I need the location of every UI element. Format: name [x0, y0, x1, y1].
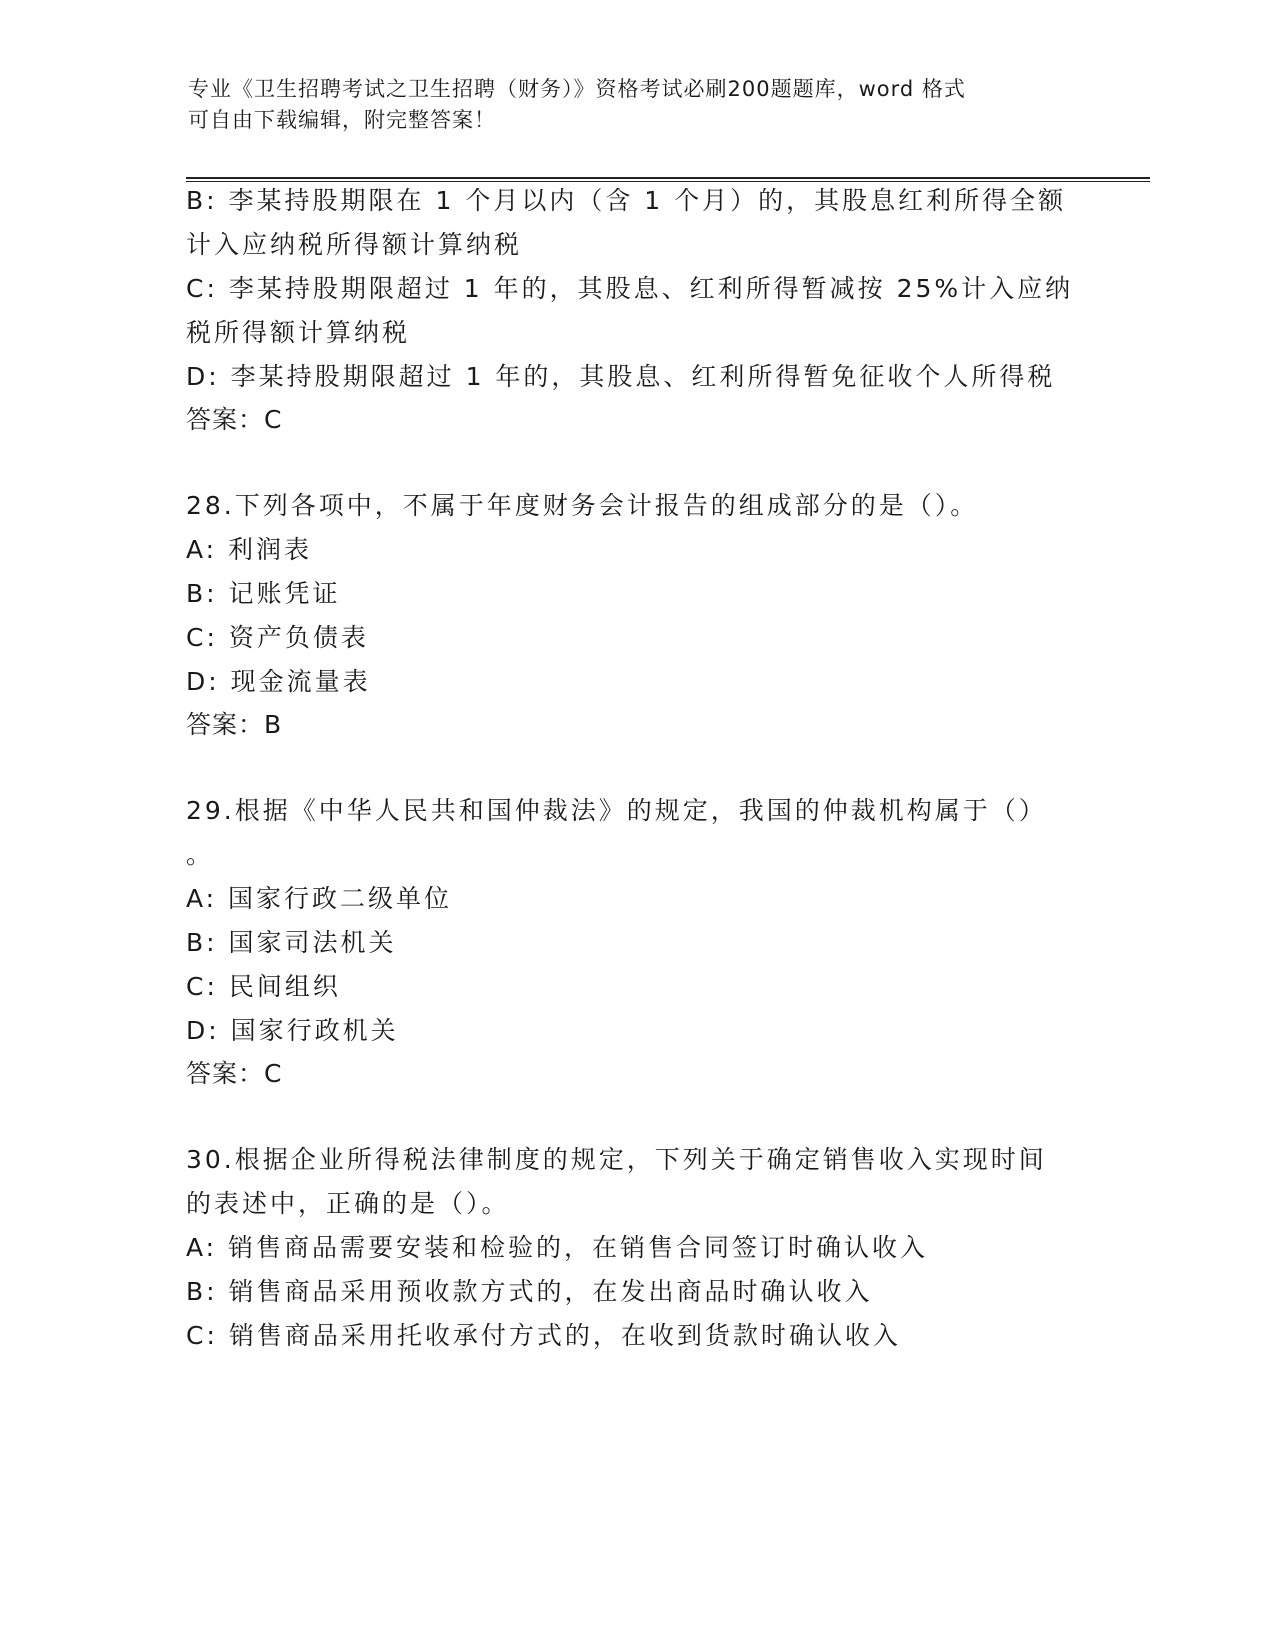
prev-answer: 答案：C — [186, 405, 283, 434]
header-line-1: 专业《卫生招聘考试之卫生招聘（财务）》资格考试必刷200题题库，word 格式 — [188, 77, 966, 101]
q30-option-b: B: 销售商品采用预收款方式的，在发出商品时确认收入 — [186, 1277, 873, 1306]
prev-option-c-line1: C: 李某持股期限超过 1 年的，其股息、红利所得暂减按 25%计入应纳 — [186, 274, 1074, 303]
q30-option-c: C: 销售商品采用托收承付方式的，在收到货款时确认收入 — [186, 1321, 901, 1350]
q28-option-c: C: 资产负债表 — [186, 623, 369, 652]
q29-option-d: D: 国家行政机关 — [186, 1016, 399, 1045]
q29-stem-line2: 。 — [186, 840, 215, 869]
prev-option-d: D: 李某持股期限超过 1 年的，其股息、红利所得暂免征收个人所得税 — [186, 362, 1056, 391]
q28-option-a: A: 利润表 — [186, 535, 313, 564]
q28-stem: 28.下列各项中，不属于年度财务会计报告的组成部分的是（）。 — [186, 491, 979, 520]
header-divider — [186, 177, 1150, 182]
header-line-2: 可自由下载编辑，附完整答案！ — [188, 108, 496, 132]
prev-option-c-line2: 税所得额计算纳税 — [186, 318, 411, 347]
q29-answer: 答案：C — [186, 1059, 283, 1088]
q30-stem-line2: 的表述中，正确的是（）。 — [186, 1189, 510, 1218]
q29-option-b: B: 国家司法机关 — [186, 928, 397, 957]
prev-option-b-line1: B: 李某持股期限在 1 个月以内（含 1 个月）的，其股息红利所得全额 — [186, 186, 1067, 215]
q28-answer: 答案：B — [186, 710, 283, 739]
q28-option-b: B: 记账凭证 — [186, 579, 341, 608]
prev-option-b-line2: 计入应纳税所得额计算纳税 — [186, 230, 523, 259]
q28-option-d: D: 现金流量表 — [186, 667, 371, 696]
q29-option-c: C: 民间组织 — [186, 972, 341, 1001]
document-header — [188, 74, 1068, 136]
q29-option-a: A: 国家行政二级单位 — [186, 884, 453, 913]
q29-stem-line1: 29.根据《中华人民共和国仲裁法》的规定，我国的仲裁机构属于（） — [186, 796, 1047, 825]
q30-stem-line1: 30.根据企业所得税法律制度的规定，下列关于确定销售收入实现时间 — [186, 1145, 1047, 1174]
q30-option-a: A: 销售商品需要安装和检验的，在销售合同签订时确认收入 — [186, 1233, 929, 1262]
